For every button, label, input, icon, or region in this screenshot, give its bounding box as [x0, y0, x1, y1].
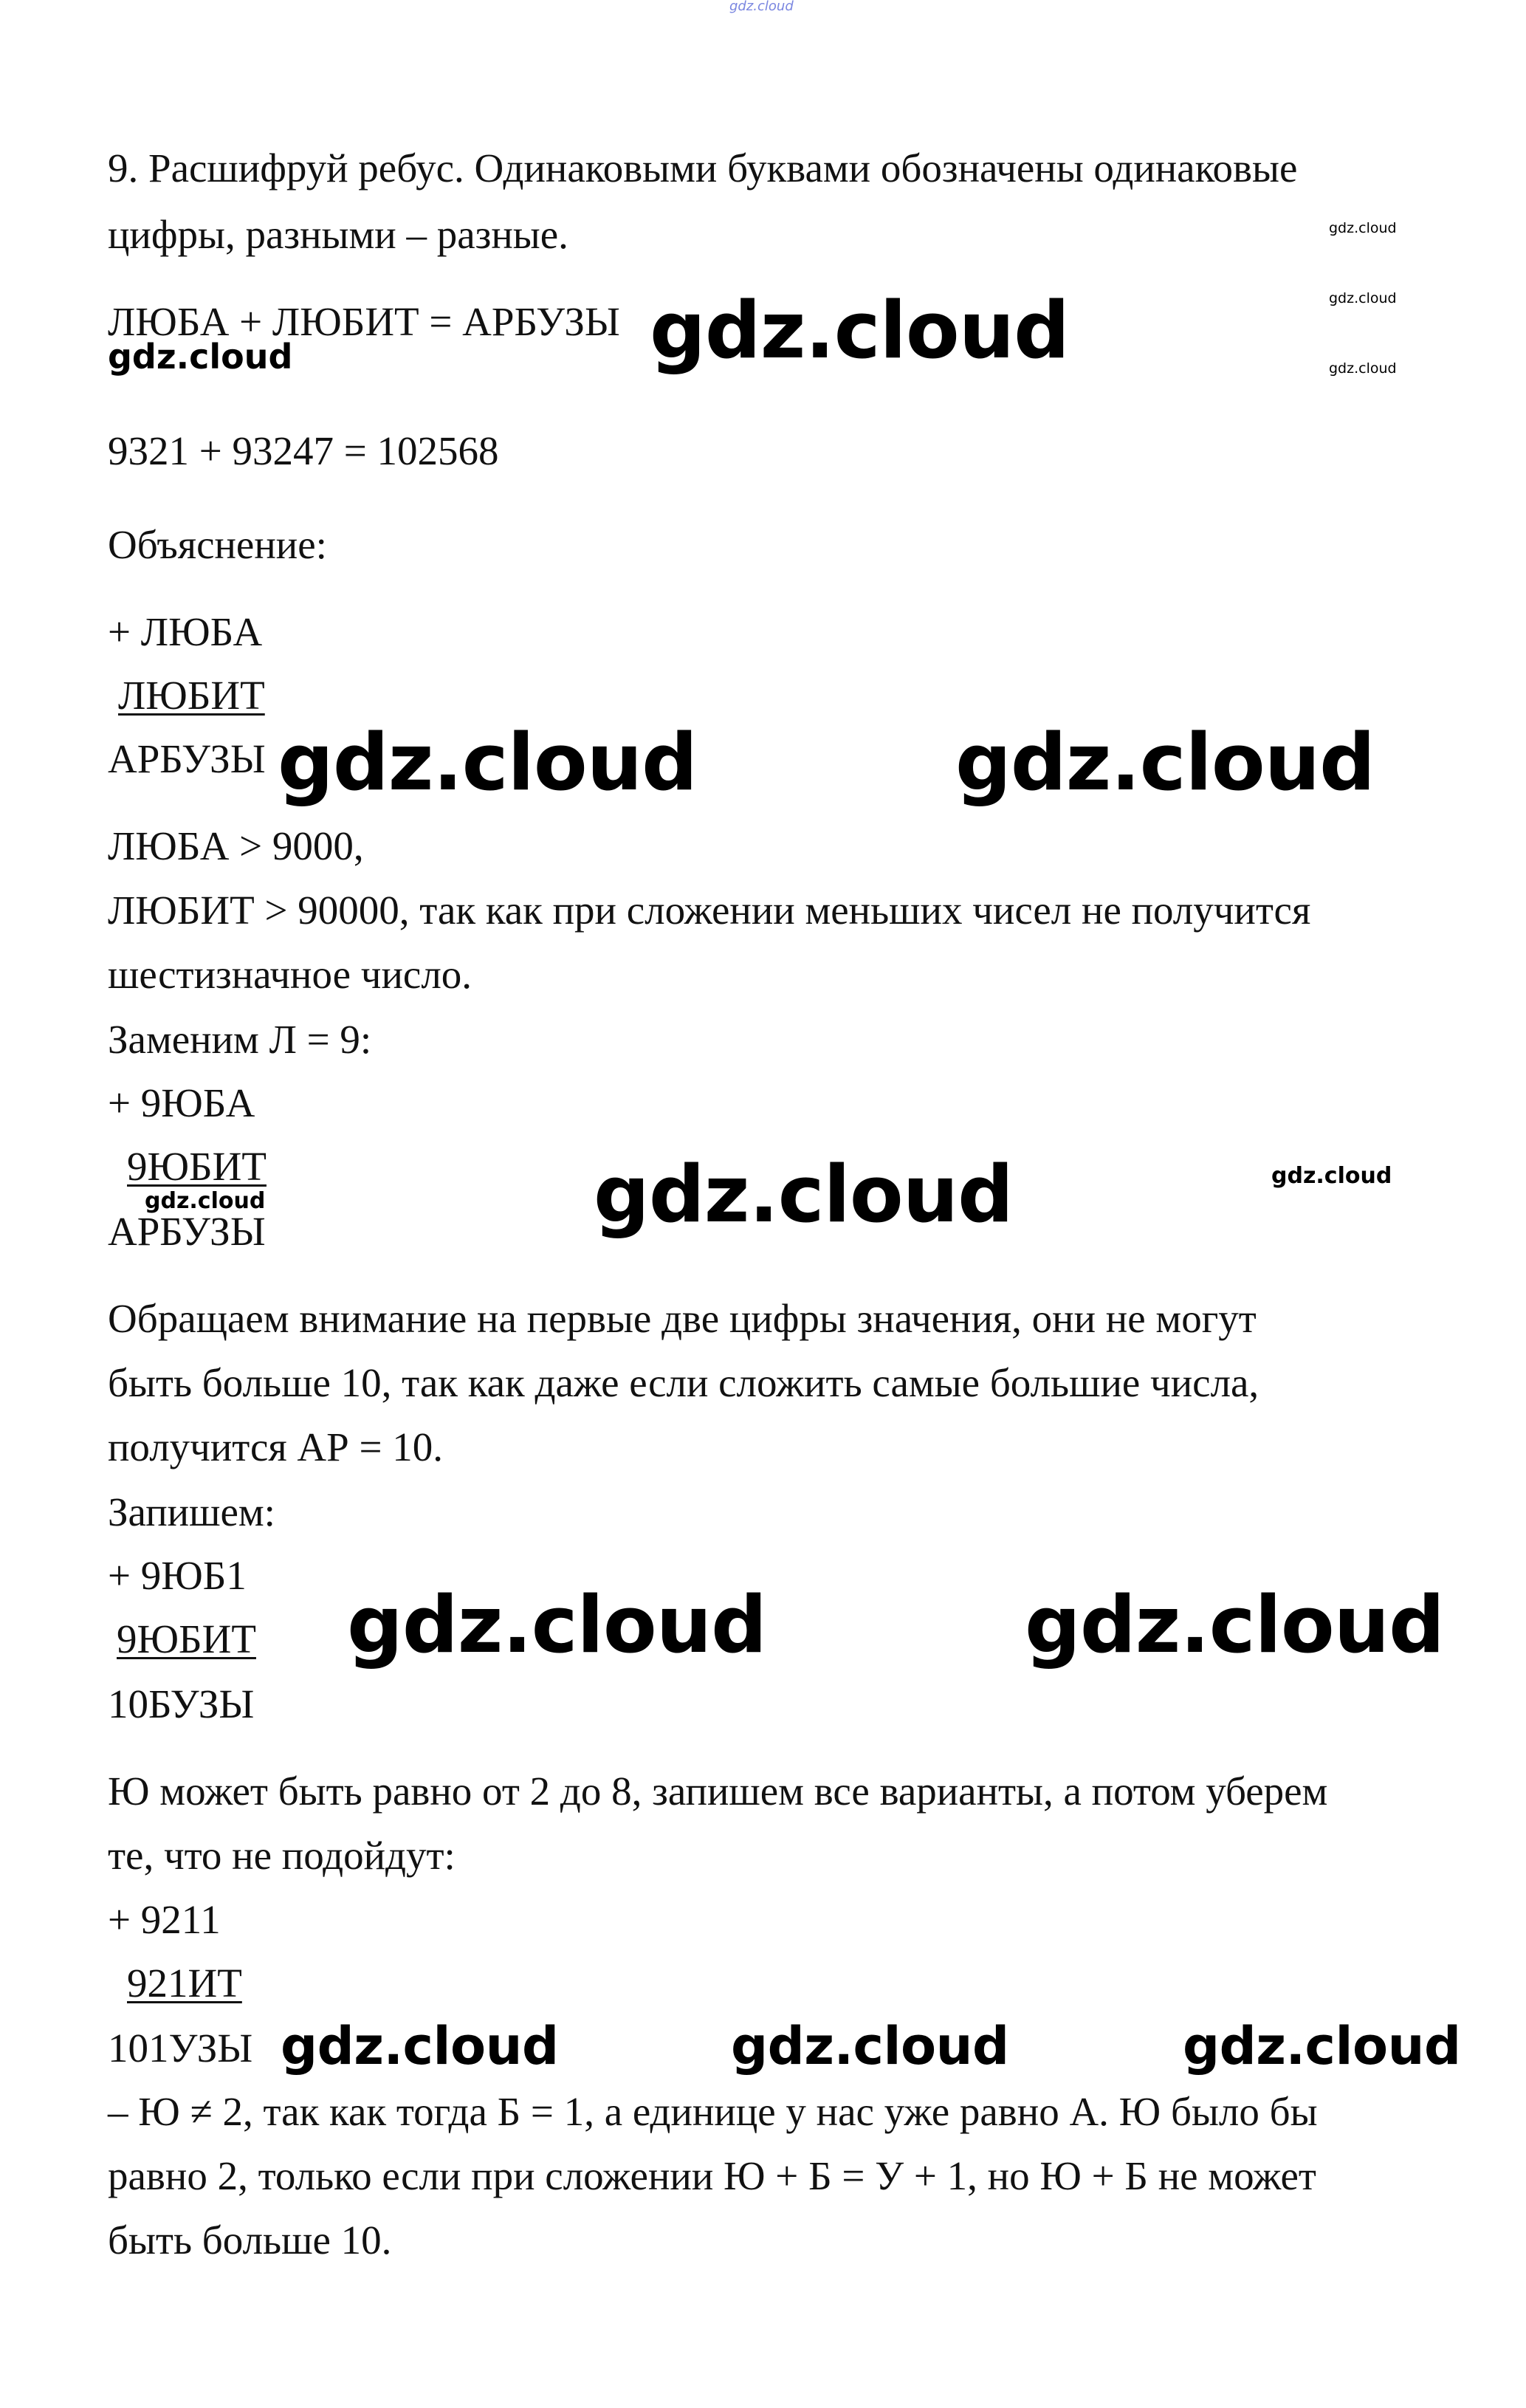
- watermark: gdz.cloud: [278, 717, 698, 808]
- watermark: gdz.cloud: [1271, 1163, 1392, 1189]
- watermark: gdz.cloud: [1329, 360, 1397, 377]
- sum4-addend-1: + 9211: [108, 1897, 221, 1942]
- note2-line-1: Ю может быть равно от 2 до 8, запишем все варианты, а потом уберем: [108, 1769, 1328, 1814]
- watermark: gdz.cloud: [145, 1188, 266, 1214]
- watermark: gdz.cloud: [108, 337, 293, 377]
- watermark: gdz.cloud: [955, 717, 1375, 808]
- note2-line-2: те, что не подойдут:: [108, 1833, 456, 1878]
- task-line-2: цифры, разными – разные.: [108, 212, 568, 257]
- sum2-result: АРБУЗЫ: [108, 1209, 266, 1254]
- condition-2-line-2: шестизначное число.: [108, 952, 472, 997]
- watermark: gdz.cloud: [731, 2016, 1009, 2076]
- watermark: gdz.cloud: [281, 2016, 559, 2076]
- note3-line-1: – Ю ≠ 2, так как тогда Б = 1, а единице у нас уже равно А. Ю было бы: [108, 2089, 1318, 2134]
- note1-line-3: получится АР = 10.: [108, 1424, 443, 1469]
- sum3-addend-1: + 9ЮБ1: [108, 1553, 247, 1598]
- replace-statement: Заменим Л = 9:: [108, 1017, 372, 1062]
- condition-2-line-1: ЛЮБИТ > 90000, так как при сложении меньших чисел не получится: [108, 888, 1311, 933]
- watermark-top: gdz.cloud: [729, 0, 794, 14]
- note1-line-2: быть больше 10, так как даже если сложить самые большие числа,: [108, 1360, 1259, 1405]
- watermark: gdz.cloud: [347, 1579, 767, 1670]
- sum3-result: 10БУЗЫ: [108, 1681, 255, 1726]
- note1-line-1: Обращаем внимание на первые две цифры значения, они не могут: [108, 1296, 1257, 1341]
- rebus-statement: ЛЮБА + ЛЮБИТ = АРБУЗЫ: [108, 299, 620, 344]
- note3-line-3: быть больше 10.: [108, 2217, 392, 2263]
- condition-1: ЛЮБА > 9000,: [108, 823, 364, 868]
- sum2-addend-1: + 9ЮБА: [108, 1080, 255, 1125]
- sum1-addend-1: + ЛЮБА: [108, 609, 263, 654]
- watermark: gdz.cloud: [1183, 2016, 1461, 2076]
- watermark: gdz.cloud: [650, 285, 1070, 376]
- sum4-result: 101УЗЫ: [108, 2025, 253, 2071]
- sum4-addend-2: 921ИТ: [127, 1961, 242, 2006]
- watermark: gdz.cloud: [1025, 1579, 1445, 1670]
- answer-equation: 9321 + 93247 = 102568: [108, 428, 499, 473]
- write-statement: Запишем:: [108, 1489, 275, 1534]
- watermark: gdz.cloud: [1329, 220, 1397, 236]
- sum1-addend-2: ЛЮБИТ: [118, 673, 265, 718]
- task-line-1: 9. Расшифруй ребус. Одинаковыми буквами обозначены одинаковые: [108, 145, 1298, 191]
- sum1-result: АРБУЗЫ: [108, 736, 266, 781]
- note3-line-2: равно 2, только если при сложении Ю + Б = У + 1, но Ю + Б не может: [108, 2153, 1316, 2198]
- watermark: gdz.cloud: [1329, 290, 1397, 306]
- sum3-addend-2: 9ЮБИТ: [117, 1616, 256, 1661]
- explanation-title: Объяснение:: [108, 522, 327, 567]
- sum2-addend-2: 9ЮБИТ: [127, 1144, 267, 1189]
- watermark: gdz.cloud: [594, 1149, 1014, 1240]
